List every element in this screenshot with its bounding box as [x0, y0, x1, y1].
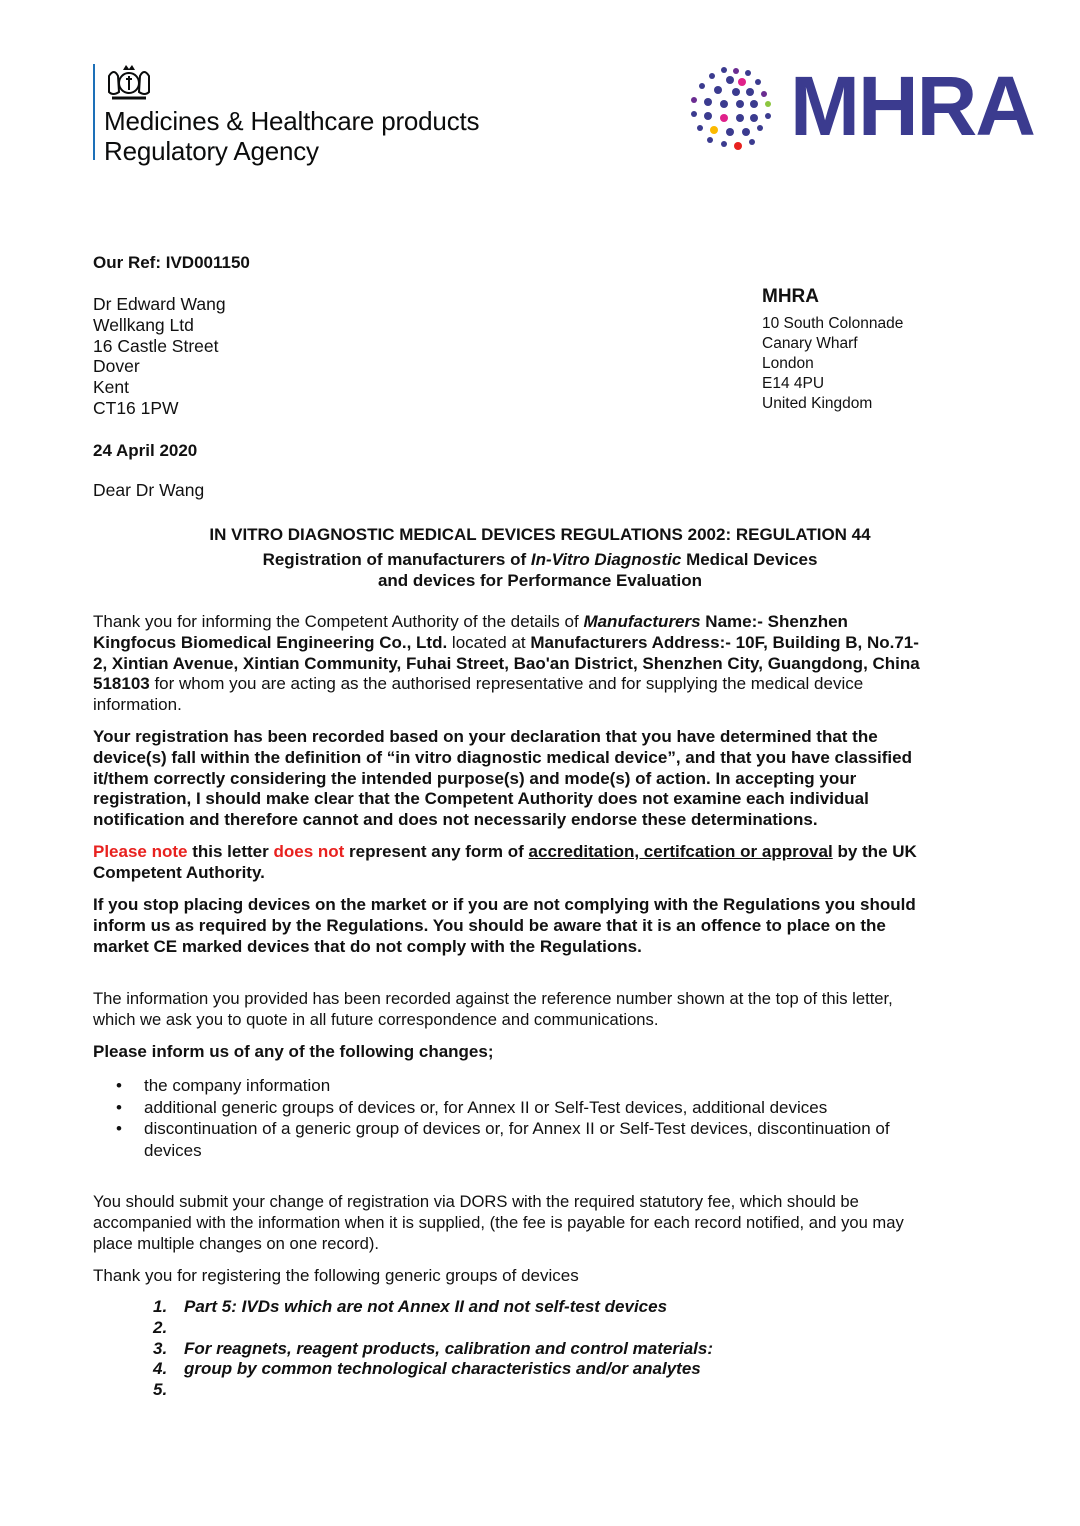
manufacturer-paragraph: Thank you for informing the Competent Authority of the details of Manufacturers Name:- Shenzhen Kingfocus Biomedical Engineering Co., Ltd. located at Manufacturers Address:- 10F, Building B, No.71- 2, Xintian Avenue, Xintian Community, Fuhai Street, Bao'an District, Shenzhen City, Guangdong, China 518103 for whom you are acting as the authorised representative and for supplying the medical device information. — [93, 612, 920, 715]
agency-name — [104, 106, 479, 166]
sender-address — [762, 285, 903, 414]
recipient-street: 16 Castle Street — [93, 335, 219, 356]
list-item: 4. group by common technological characteristics and/or analytes — [153, 1359, 701, 1379]
recipient-county: Kent — [93, 377, 129, 398]
offence-paragraph: If you stop placing devices on the market or if you are not complying with the Regulations you should inform us as required by the Regulations. You should be aware that it is an offence to place on the market CE marked devices that do not comply with the Regulations. — [93, 895, 916, 956]
title-line2: Registration of manufacturers of In-Vitro Diagnostic Medical Devices — [262, 550, 818, 569]
agency-accent-bar — [93, 64, 95, 160]
list-item: • discontinuation of a generic group of devices or, for Annex II or Self-Test devices, discontinuation of devices — [93, 1118, 993, 1161]
generic-groups-list — [153, 1297, 953, 1401]
sender-line1: 10 South Colonnade — [762, 315, 904, 332]
submission-paragraph: You should submit your change of registration via DORS with the required statutory fee, which should be accompanied with the information when it is supplied, (the fee is payable for each record notified, and you may place multiple changes on one record). — [93, 1192, 904, 1253]
reference-paragraph: The information you provided has been recorded against the reference number shown at the top of this letter, which we ask you to quote in all future correspondence and communications. — [93, 989, 893, 1029]
changes-list — [93, 1075, 993, 1161]
groups-intro: Thank you for registering the following generic groups of devices — [93, 1266, 579, 1285]
recipient-address — [93, 294, 226, 419]
list-item: • additional generic groups of devices or, for Annex II or Self-Test devices, additional devices — [93, 1097, 993, 1119]
letter-date: 24 April 2020 — [93, 441, 198, 460]
salutation: Dear Dr Wang — [93, 480, 205, 500]
list-item: 2. — [153, 1317, 168, 1337]
agency-name-line2: Regulatory Agency — [104, 136, 319, 166]
mhra-dot-cluster-icon — [688, 64, 780, 154]
recipient-town: Dover — [93, 356, 140, 377]
list-item: 3. For reagnets, reagent products, calibration and control materials: — [153, 1338, 714, 1358]
title-line3: and devices for Performance Evaluation — [377, 571, 703, 590]
our-ref-value: IVD001150 — [165, 253, 250, 272]
agency-name-line1: Medicines & Healthcare products — [104, 106, 480, 136]
sender-line3: London — [762, 355, 814, 372]
royal-coat-of-arms-icon — [104, 62, 154, 104]
list-item: • the company information — [93, 1075, 993, 1097]
please-note-label: Please note — [93, 842, 188, 861]
list-item: 5. — [153, 1380, 168, 1400]
list-item: 1. Part 5: IVDs which are not Annex II and not self-test devices — [153, 1297, 668, 1316]
declaration-paragraph: Your registration has been recorded based on your declaration that you have determined that the device(s) fall within the definition of “in vitro diagnostic medical device”, and that you have classified it/them correctly considering the intended purpose(s) and mode(s) of action. In accepting your registration, I should make clear that the Competent Authority does not examine each individual notification and therefore cannot and does not necessarily endorse these determinations. — [93, 727, 912, 830]
recipient-company: Wellkang Ltd — [93, 314, 194, 335]
our-ref-label: Our Ref: — [93, 253, 161, 272]
mhra-logo-text: MHRA — [790, 59, 1034, 153]
sender-name: MHRA — [762, 286, 819, 307]
sender-line5: United Kingdom — [762, 395, 873, 412]
letter-title — [93, 523, 987, 591]
recipient-name: Dr Edward Wang — [93, 294, 226, 314]
please-note-paragraph: Please note this letter does not represent any form of accreditation, certifcation or approval by the UK Competent Authority. — [93, 842, 917, 882]
sender-line4: E14 4PU — [762, 375, 825, 392]
changes-heading: Please inform us of any of the following changes; — [93, 1042, 494, 1061]
recipient-postcode: CT16 1PW — [93, 397, 179, 418]
sender-line2: Canary Wharf — [762, 335, 858, 352]
our-ref — [93, 253, 250, 274]
title-line1: IN VITRO DIAGNOSTIC MEDICAL DEVICES REGULATIONS 2002: REGULATION 44 — [209, 525, 871, 544]
